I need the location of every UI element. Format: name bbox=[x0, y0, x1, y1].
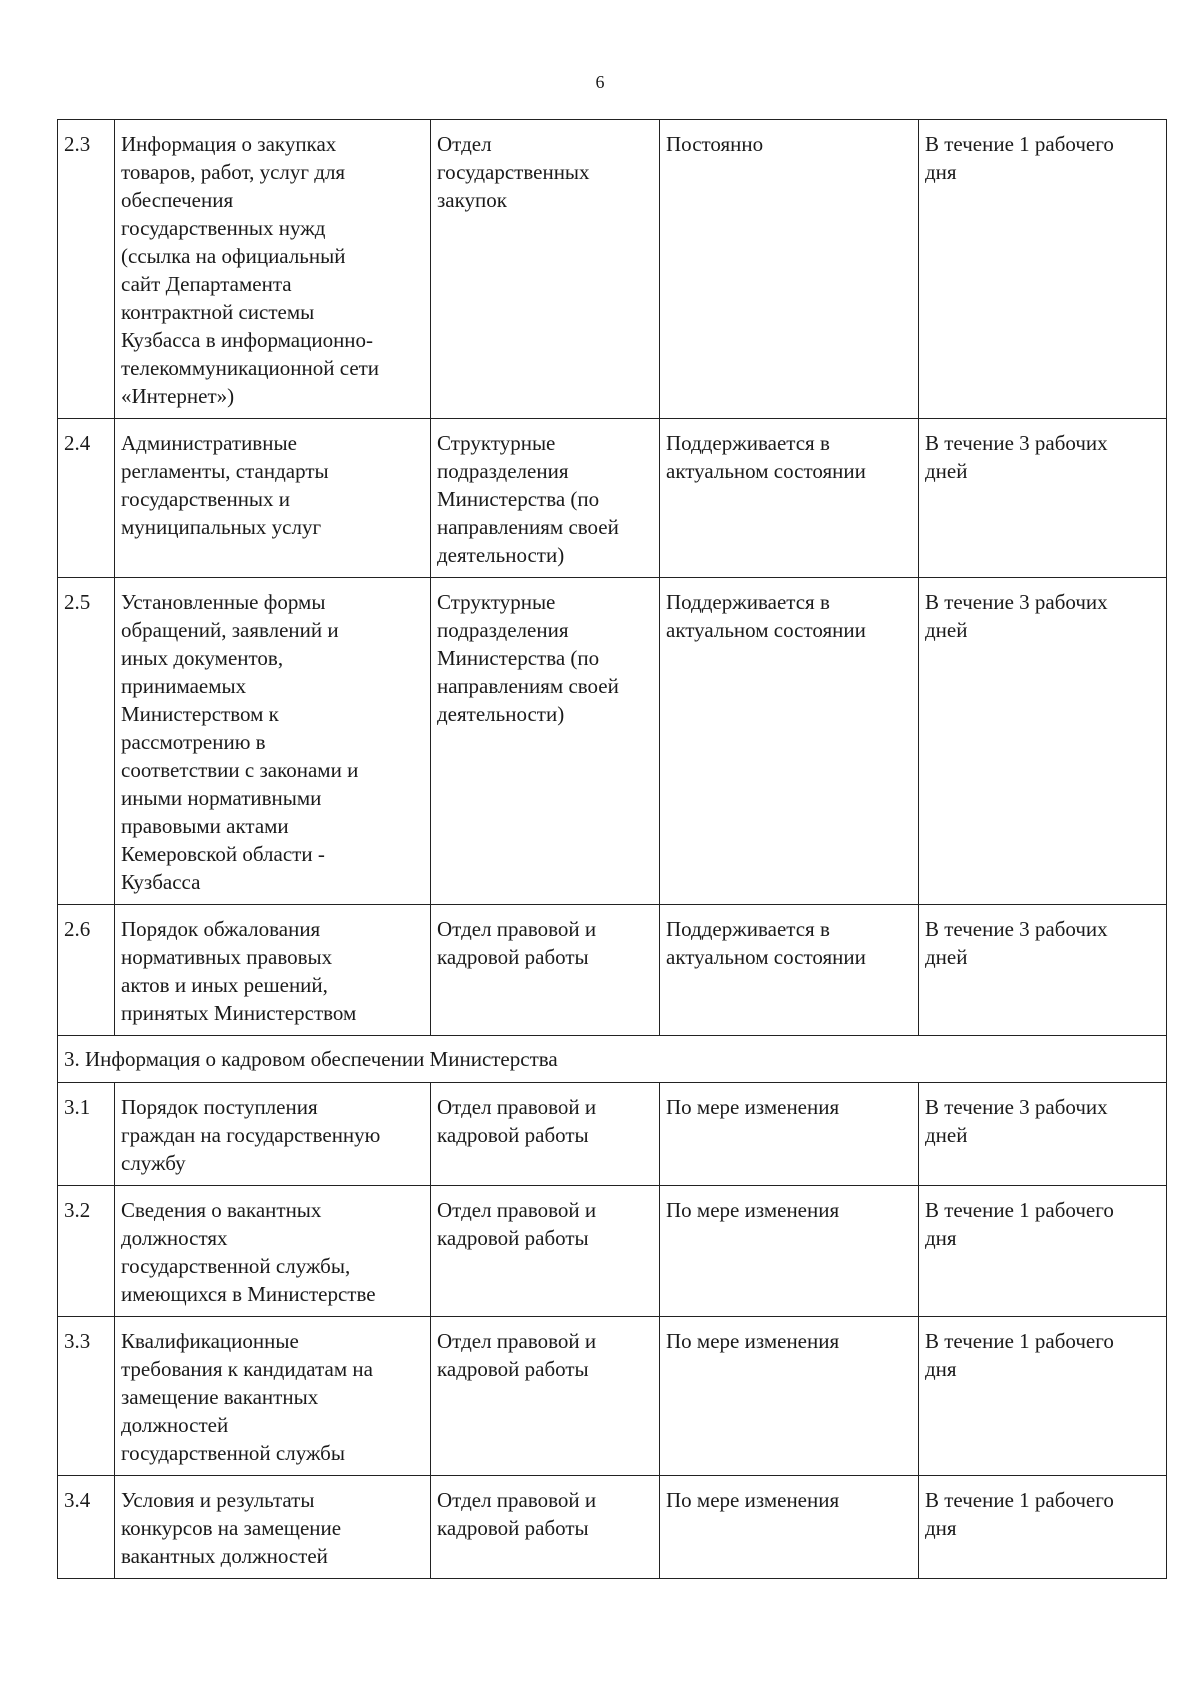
posting-term: В течение 1 рабочего дня bbox=[919, 120, 1167, 419]
update-period: По мере изменения bbox=[660, 1476, 919, 1579]
posting-term: В течение 3 рабочих дней bbox=[919, 905, 1167, 1036]
posting-term: В течение 1 рабочего дня bbox=[919, 1186, 1167, 1317]
update-period: Постоянно bbox=[660, 120, 919, 419]
responsible-dept: Отдел правовой и кадровой работы bbox=[431, 1476, 660, 1579]
info-name: Сведения о вакантных должностях государственной службы, имеющихся в Министерстве bbox=[115, 1186, 431, 1317]
table-row bbox=[58, 1083, 1167, 1186]
table-row bbox=[58, 1186, 1167, 1317]
update-period: По мере изменения bbox=[660, 1083, 919, 1186]
posting-term: В течение 1 рабочего дня bbox=[919, 1476, 1167, 1579]
table-row bbox=[58, 120, 1167, 419]
row-number: 3.1 bbox=[58, 1083, 115, 1186]
table-row bbox=[58, 419, 1167, 578]
info-name: Установленные формы обращений, заявлений и иных документов, принимаемых Министерством к рассмотрению в соответствии с законами и иными нормативными правовыми актами Кемеровской области - Кузбасса bbox=[115, 578, 431, 905]
info-name: Административные регламенты, стандарты государственных и муниципальных услуг bbox=[115, 419, 431, 578]
table-row bbox=[58, 578, 1167, 905]
responsible-dept: Отдел правовой и кадровой работы bbox=[431, 1186, 660, 1317]
responsible-dept: Отдел правовой и кадровой работы bbox=[431, 1317, 660, 1476]
responsible-dept: Структурные подразделения Министерства (по направлениям своей деятельности) bbox=[431, 578, 660, 905]
responsible-dept: Отдел правовой и кадровой работы bbox=[431, 905, 660, 1036]
information-table bbox=[57, 119, 1167, 1579]
page-number: 6 bbox=[595, 72, 605, 92]
update-period: Поддерживается в актуальном состоянии bbox=[660, 578, 919, 905]
table-row bbox=[58, 1317, 1167, 1476]
update-period: Поддерживается в актуальном состоянии bbox=[660, 419, 919, 578]
responsible-dept: Структурные подразделения Министерства (по направлениям своей деятельности) bbox=[431, 419, 660, 578]
row-number: 2.5 bbox=[58, 578, 115, 905]
info-name: Условия и результаты конкурсов на замещение вакантных должностей bbox=[115, 1476, 431, 1579]
row-number: 2.4 bbox=[58, 419, 115, 578]
update-period: По мере изменения bbox=[660, 1186, 919, 1317]
row-number: 2.3 bbox=[58, 120, 115, 419]
responsible-dept: Отдел правовой и кадровой работы bbox=[431, 1083, 660, 1186]
posting-term: В течение 3 рабочих дней bbox=[919, 419, 1167, 578]
row-number: 3.4 bbox=[58, 1476, 115, 1579]
responsible-dept: Отдел государственных закупок bbox=[431, 120, 660, 419]
info-name: Информация о закупках товаров, работ, услуг для обеспечения государственных нужд (ссылка на официальный сайт Департамента контрактной системы Кузбасса в информационно- телекоммуникационной сети «Интернет») bbox=[115, 120, 431, 419]
info-name: Порядок обжалования нормативных правовых актов и иных решений, принятых Министерством bbox=[115, 905, 431, 1036]
table-row bbox=[58, 905, 1167, 1036]
row-number: 2.6 bbox=[58, 905, 115, 1036]
section-header-row bbox=[58, 1036, 1167, 1083]
table-row bbox=[58, 1476, 1167, 1579]
posting-term: В течение 3 рабочих дней bbox=[919, 1083, 1167, 1186]
update-period: Поддерживается в актуальном состоянии bbox=[660, 905, 919, 1036]
posting-term: В течение 3 рабочих дней bbox=[919, 578, 1167, 905]
section-title: 3. Информация о кадровом обеспечении Министерства bbox=[58, 1036, 1167, 1083]
row-number: 3.3 bbox=[58, 1317, 115, 1476]
update-period: По мере изменения bbox=[660, 1317, 919, 1476]
row-number: 3.2 bbox=[58, 1186, 115, 1317]
info-name: Порядок поступления граждан на государственную службу bbox=[115, 1083, 431, 1186]
posting-term: В течение 1 рабочего дня bbox=[919, 1317, 1167, 1476]
info-name: Квалификационные требования к кандидатам на замещение вакантных должностей государственной службы bbox=[115, 1317, 431, 1476]
